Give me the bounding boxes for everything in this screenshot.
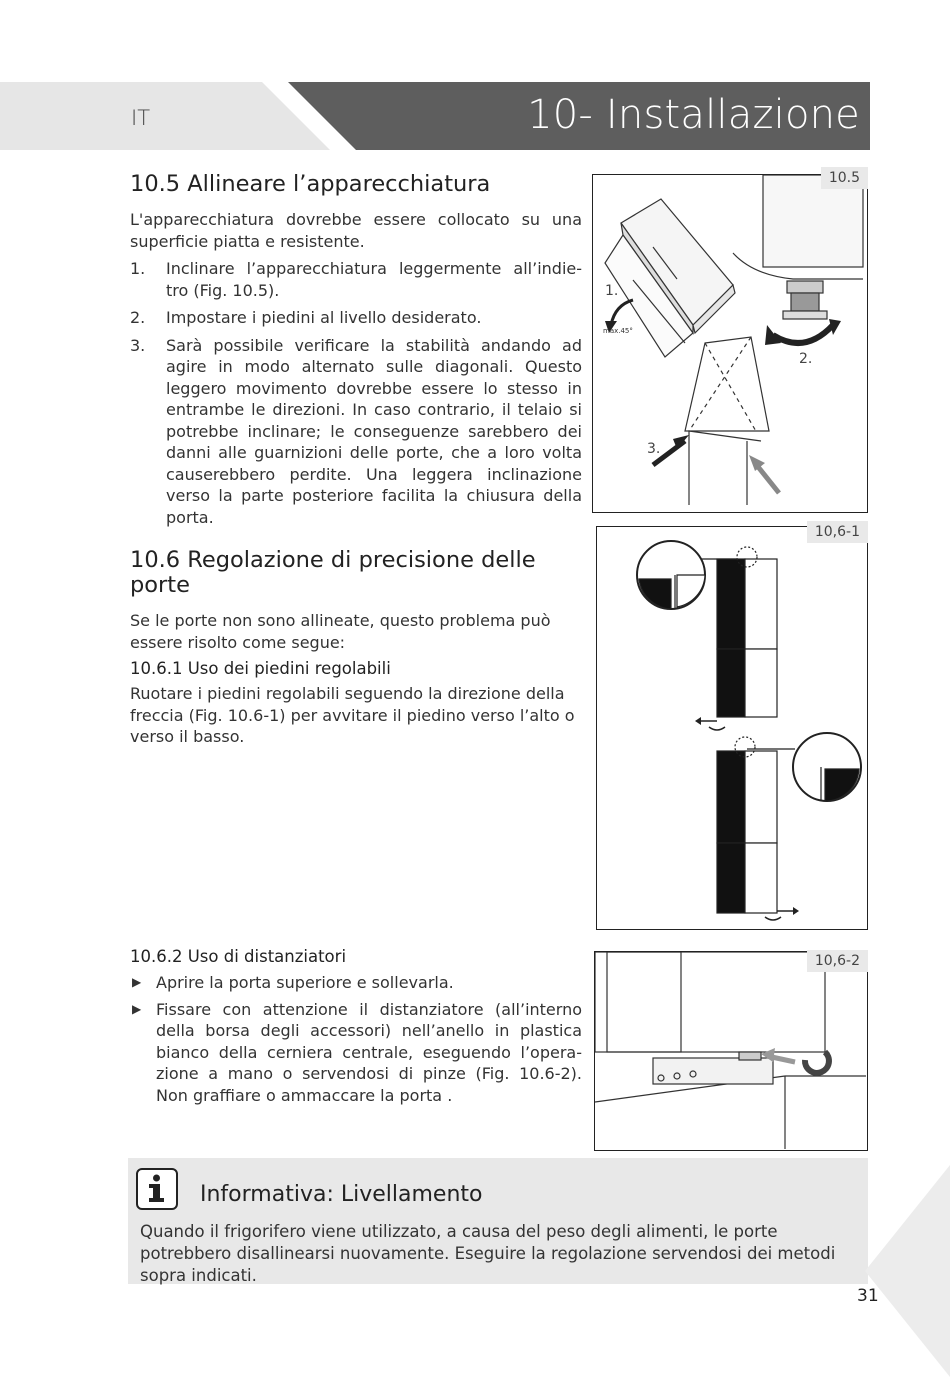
info-i-icon [138, 1170, 175, 1207]
chapter-title: 10- Installazione [527, 92, 860, 138]
page-number: 31 [857, 1286, 879, 1306]
bullet-list [130, 972, 582, 1106]
section-heading: 10.5 Allineare l’apparecchiatura [130, 171, 491, 197]
info-title: Informativa: Livellamento [200, 1182, 483, 1207]
figure-10-5-illustration [593, 175, 866, 511]
list-item [130, 307, 582, 329]
step-number: 1. [130, 259, 146, 278]
angle-label: max.45° [603, 327, 633, 335]
subsection-text: Ruotare i piedini regolabili seguendo la direzione della freccia (Fig. 10.6-1) per avvitare il piedino verso l’alto o verso il basso. [130, 684, 575, 746]
step-text: Sarà possibile verificare la stabilità andando ad agire in modo alternato sulle diagonali. Questo leggero movimento dovrebbe essere lo stesso in entrambe le direzioni. In caso contrario, il telaio si potrebbe inclinare; le conseguenze sarebbero dei danni alle guarnizioni delle porte, che a loro volta causerebbero perdite. Una leggera inclinazione verso la parte posteriore facilita la chiusura della porta. [166, 335, 582, 527]
subsection-heading: 10.6.1 Uso dei piedini regolabili [130, 659, 391, 678]
step-number: 2. [130, 308, 146, 327]
subsection-heading: 10.6.2 Uso di distanziatori [130, 947, 347, 966]
figure-10-6-2-illustration [595, 952, 866, 1149]
figure-10-5 [592, 170, 868, 513]
figure-label: 10.5 [821, 167, 868, 189]
section-intro: Se le porte non sono allineate, questo problema può essere risolto come segue: [130, 611, 551, 652]
list-item [130, 335, 582, 529]
list-item [130, 999, 582, 1107]
section-10-6 [130, 548, 582, 748]
header-band-light [0, 82, 330, 150]
bullet-triangle-icon: ▶ [132, 1001, 142, 1016]
section-intro: L'apparecchiatura dovrebbe essere collocato su una superficie piatta e resistente. [130, 210, 582, 251]
section-10-5 [130, 172, 582, 534]
step-2-label: 2. [799, 351, 813, 367]
step-text: Inclinare l’apparecchiatura leggermente all’indie-tro (Fig. 10.5). [166, 259, 582, 300]
step-1-label: 1. [605, 283, 619, 299]
list-item [130, 258, 582, 301]
info-box [128, 1158, 868, 1284]
figure-10-6-2 [594, 951, 868, 1151]
bullet-text: Fissare con attenzione il distanziatore (all’interno della borsa degli accessori) nell’anello in plastica bianco della cerniera centrale, eseguendo l’opera-zione a mano o servendosi di pinze (Fig. 10.6-2). Non graffiare o ammaccare la porta . [156, 999, 582, 1105]
step-3-label: 3. [647, 441, 661, 457]
language-code: IT [131, 106, 151, 130]
steps-list [130, 258, 582, 528]
step-number: 3. [130, 335, 146, 355]
list-item [130, 972, 582, 994]
figure-label: 10,6-2 [807, 950, 868, 972]
info-text: Quando il frigorifero viene utilizzato, a causa del peso degli alimenti, le porte potrebbero disallinearsi nuovamente. Eseguire la regolazione servendosi dei metodi sopra indicati. [140, 1222, 836, 1285]
figure-label: 10,6-1 [807, 521, 868, 543]
subsection-10-6-2 [130, 947, 582, 1111]
bullet-triangle-icon: ▶ [132, 975, 142, 989]
page-corner-decoration [865, 1165, 950, 1377]
step-text: Impostare i piedini al livello desiderato. [166, 308, 482, 327]
bullet-text: Aprire la porta superiore e sollevarla. [156, 973, 454, 992]
info-icon [136, 1168, 178, 1210]
figure-10-6-1-illustration [597, 527, 866, 928]
figure-10-6-1 [596, 526, 868, 930]
section-heading: 10.6 Regolazione di precisione delle porte [130, 547, 536, 598]
